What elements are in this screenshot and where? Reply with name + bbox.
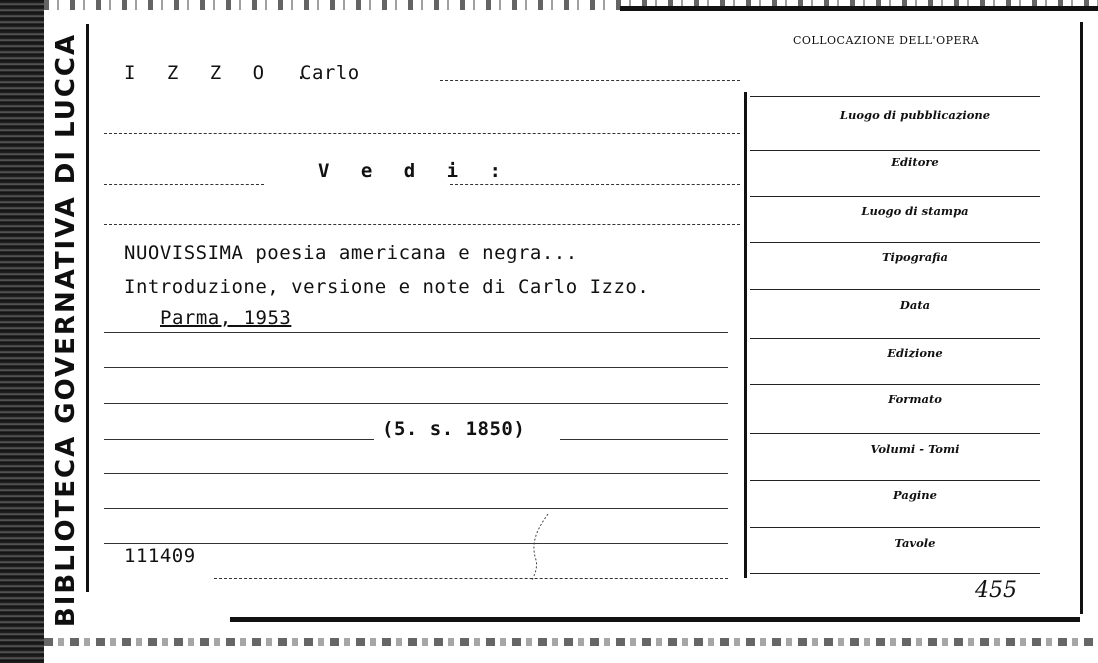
ruled-line	[104, 508, 728, 509]
field-formato: Formato	[888, 392, 942, 406]
field-luogo-stampa: Luogo di stampa	[861, 204, 969, 218]
scan-noise-bottom	[44, 638, 1098, 646]
field-rule	[750, 433, 1040, 434]
ruled-line	[104, 224, 740, 225]
ruled-line	[104, 473, 728, 474]
field-luogo-pubblicazione: Luogo di pubblicazione	[839, 108, 991, 122]
date-note: (5. s. 1850)	[382, 418, 526, 440]
field-rule	[750, 480, 1040, 481]
field-edizione: Edizione	[887, 346, 943, 360]
library-stamp: BIBLIOTECA GOVERNATIVA DI LUCCA	[51, 32, 81, 628]
paper-crease	[524, 512, 550, 582]
scan-edge-top	[620, 6, 1098, 11]
field-rule	[750, 289, 1040, 290]
field-rule	[750, 242, 1040, 243]
field-tavole: Tavole	[894, 536, 936, 550]
ruled-line	[560, 439, 728, 440]
ruled-line	[450, 184, 740, 185]
ruled-line	[104, 439, 374, 440]
ruled-line	[104, 403, 728, 404]
collocazione-header: COLLOCAZIONE DELL'OPERA	[793, 34, 980, 47]
field-rule	[750, 96, 1040, 97]
field-data: Data	[899, 298, 931, 312]
bottom-border-line	[230, 617, 1080, 622]
ruled-line	[104, 133, 740, 134]
field-rule	[750, 384, 1040, 385]
field-volumi-tomi: Volumi - Tomi	[870, 442, 960, 456]
ruled-line	[104, 367, 728, 368]
field-rule	[750, 527, 1040, 528]
field-rule	[750, 196, 1040, 197]
field-rule	[750, 150, 1040, 151]
heading-surname: I Z Z O .	[124, 62, 317, 84]
field-rule	[750, 338, 1040, 339]
ruled-line	[440, 80, 740, 81]
ruled-line	[104, 543, 728, 544]
field-editore: Editore	[891, 155, 939, 169]
inventory-number: 111409	[124, 545, 196, 567]
field-rule	[750, 573, 1040, 574]
handwritten-shelf-mark: 455	[975, 578, 1017, 603]
heading-name: Carlo	[300, 62, 360, 84]
field-pagine: Pagine	[893, 488, 937, 502]
field-tipografia: Tipografia	[881, 250, 948, 264]
ruled-line	[214, 578, 728, 579]
left-border-line	[86, 24, 89, 592]
entry-title: NUOVISSIMA poesia americana e negra...	[124, 242, 578, 264]
ruled-line	[104, 184, 264, 185]
entry-responsibility: Introduzione, versione e note di Carlo Izzo.	[124, 276, 650, 298]
entry-imprint: Parma, 1953	[160, 307, 292, 329]
vedi-label: V e d i :	[318, 160, 511, 182]
scanned-left-edge	[0, 0, 44, 663]
ruled-line	[104, 332, 728, 333]
right-border-line	[1080, 22, 1083, 614]
column-divider	[744, 92, 747, 578]
